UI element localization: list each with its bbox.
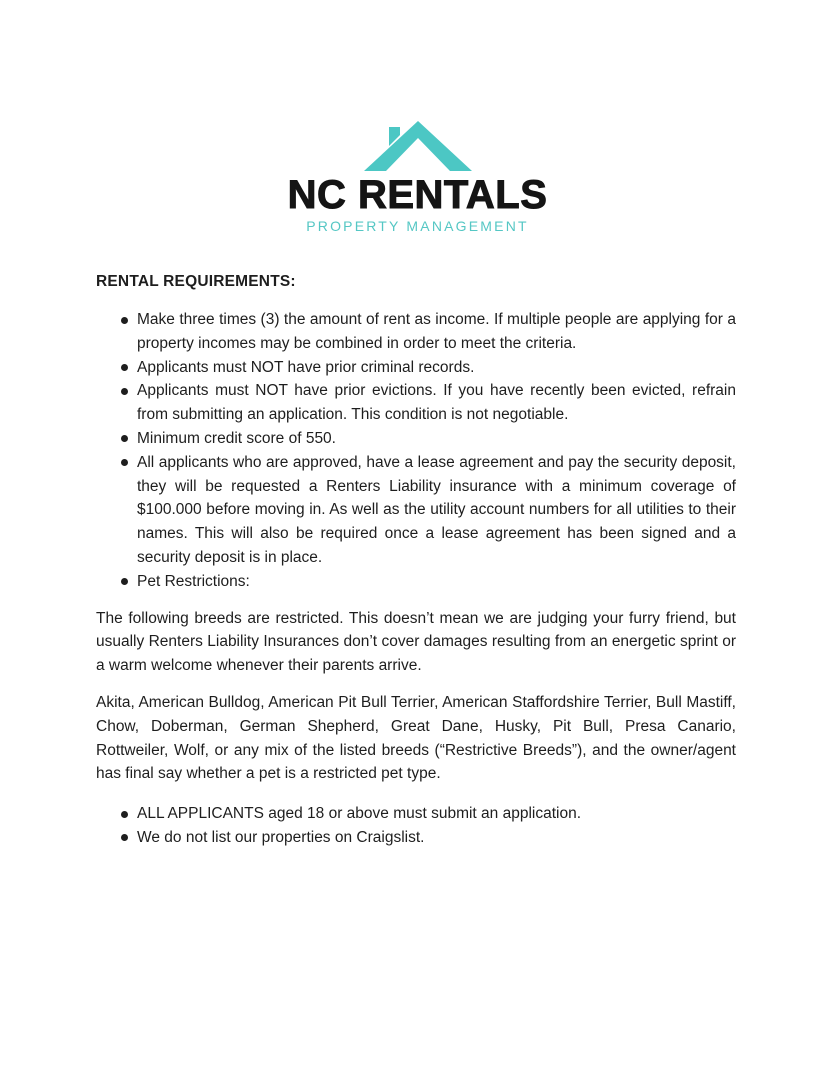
notes-list (96, 802, 736, 850)
logo-tagline: PROPERTY MANAGEMENT (306, 218, 529, 234)
paragraph-breed-list: Akita, American Bulldog, American Pit Bull Terrier, American Staffordshire Terrier, Bull Mastiff, Chow, Doberman, German Shepherd, Great Dane, Husky, Pit Bull, Presa Canario, Rottweiler, Wolf, or any mix of the listed breeds (“Restrictive Breeds”), and the owner/agent has final say whether a pet is a restricted pet type. (96, 693, 736, 783)
requirement-criminal-records: Applicants must NOT have prior criminal records. (96, 356, 736, 380)
note-craigslist: We do not list our properties on Craigslist. (96, 826, 736, 850)
requirement-pet-restrictions: Pet Restrictions: (96, 570, 736, 594)
company-logo (0, 0, 835, 235)
requirement-insurance-utilities: All applicants who are approved, have a lease agreement and pay the security deposit, they will be requested a Renters Liability insurance with a minimum coverage of $100.000 before moving in. As well as the utility account numbers for all utilities to their names. This will also be required once a lease agreement has been signed and a security deposit is in place. (96, 451, 736, 570)
requirement-evictions: Applicants must NOT have prior evictions. If you have recently been evicted, refrain from submitting an application. This condition is not negotiable. (96, 379, 736, 427)
document-body (96, 270, 736, 850)
roof-chimney-icon (362, 119, 474, 173)
logo-name: NC RENTALS (287, 173, 548, 217)
note-applicants-age: ALL APPLICANTS aged 18 or above must submit an application. (96, 802, 736, 826)
requirement-income: Make three times (3) the amount of rent as income. If multiple people are applying for a property incomes may be combined in order to meet the criteria. (96, 308, 736, 356)
paragraph-restricted-breeds-intro: The following breeds are restricted. This doesn’t mean we are judging your furry friend, but usually Renters Liability Insurances don’t cover damages resulting from an energetic sprint or a warm welcome whenever their parents arrive. (96, 609, 736, 675)
section-heading: RENTAL REQUIREMENTS: (96, 273, 296, 290)
requirements-list (96, 308, 736, 594)
requirement-credit-score: Minimum credit score of 550. (96, 427, 736, 451)
